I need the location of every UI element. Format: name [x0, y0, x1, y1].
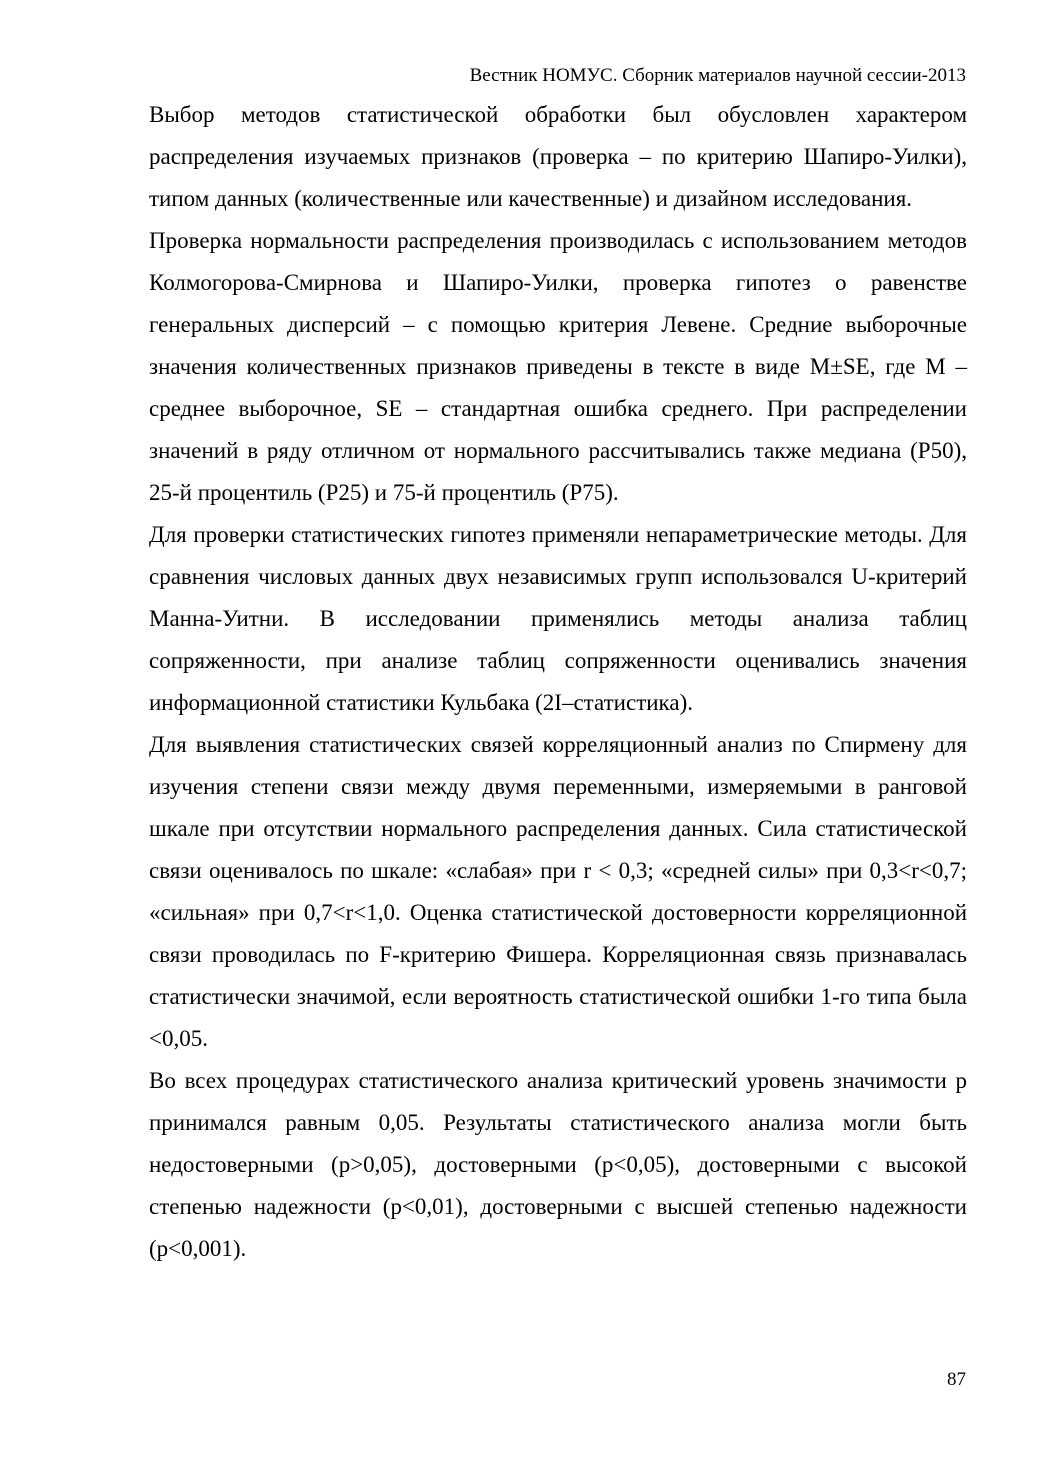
paragraph-correlation-analysis: Для выявления статистических связей корреляционный анализ по Спирмену для изучения степени связи между двумя переменными, измеряемыми в ранговой шкале при отсутствии нормального распределения данных. Сила статистической связи оценивалось по шкале: «слабая» при r < 0,3; «средней силы» при 0,3<r<0,7; «сильная» при 0,7<r<1,0. Оценка статистической достоверности корреляционной связи проводилась по F-критерию Фишера. Корреляционная связь признавалась статистически значимой, если вероятность статистической ошибки 1-го типа была <0,05. — [149, 732, 967, 1051]
paragraph-nonparametric-methods: Для проверки статистических гипотез применяли непараметрические методы. Для сравнения числовых данных двух независимых групп использовался U-критерий Манна-Уитни. В исследовании применялись методы анализа таблиц сопряженности, при анализе таблиц сопряженности оценивались значения информационной статистики Кульбака (2I–статистика). — [149, 522, 967, 715]
paragraph-statistical-methods-choice: Выбор методов статистической обработки был обусловлен характером распределения изучаемых признаков (проверка – по критерию Шапиро-Уилки), типом данных (количественные или качественные) и дизайном исследования. — [149, 102, 967, 211]
body-text — [149, 94, 967, 1270]
running-header: Вестник НОМУС. Сборник материалов научной сессии-2013 — [469, 65, 966, 86]
paragraph-normality-testing: Проверка нормальности распределения производилась с использованием методов Колмогорова-Смирнова и Шапиро-Уилки, проверка гипотез о равенстве генеральных дисперсий – с помощью критерия Левене. Средние выборочные значения количественных признаков приведены в тексте в виде M±SE, где M – среднее выборочное, SE – стандартная ошибка среднего. При распределении значений в ряду отличном от нормального рассчитывались также медиана (P50), 25-й процентиль (P25) и 75-й процентиль (P75). — [149, 228, 967, 505]
page-number: 87 — [947, 1369, 966, 1390]
paragraph-significance-level: Во всех процедурах статистического анализа критический уровень значимости p принимался равным 0,05. Результаты статистического анализа могли быть недостоверными (p>0,05), достоверными (p<0,05), достоверными с высокой степенью надежности (p<0,01), достоверными с высшей степенью надежности (p<0,001). — [149, 1068, 967, 1261]
